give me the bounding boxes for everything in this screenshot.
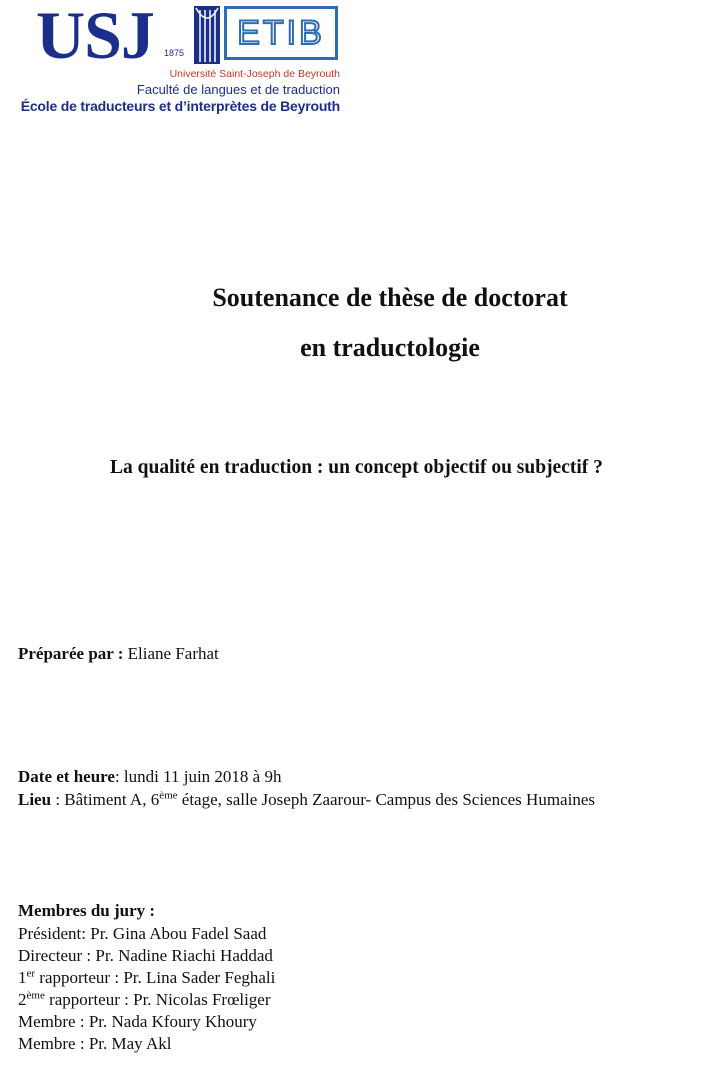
jury-member xyxy=(18,1011,275,1033)
jury-role: Membre : xyxy=(18,1012,89,1031)
jury-member xyxy=(18,945,275,967)
jury-member-name: Pr. May Akl xyxy=(88,1034,172,1053)
date-value: : lundi 11 juin 2018 à 9h xyxy=(114,767,282,786)
document-title-line-2: en traductologie xyxy=(300,333,480,362)
jury-heading: Membres du jury : xyxy=(18,901,156,920)
document-title-line-1: Soutenance de thèse de doctorat xyxy=(212,283,568,312)
jury-role: 1 xyxy=(18,968,27,987)
jury-member-name: Pr. Gina Abou Fadel Saad xyxy=(90,924,267,943)
jury-member-name: Pr. Nadine Riachi Haddad xyxy=(95,946,273,965)
date-and-time xyxy=(18,767,281,787)
jury-role-suffix: er xyxy=(26,967,36,980)
jury-list xyxy=(18,923,275,1055)
jury-role-suffix: ème xyxy=(26,989,45,1002)
university-name: Université Saint-Joseph de Beyrouth xyxy=(169,68,340,80)
prepared-by xyxy=(18,644,219,664)
location-value-end: étage, salle Joseph Zaarour- Campus des Sciences Humaines xyxy=(177,790,595,809)
prepared-by-value: Eliane Farhat xyxy=(123,644,219,663)
etib-logo xyxy=(224,6,338,60)
etib-logo-text: ETIB xyxy=(237,14,325,52)
location-label: Lieu xyxy=(18,790,52,809)
jury-role: Membre : xyxy=(18,1034,89,1053)
prepared-by-label: Préparée par : xyxy=(18,644,124,663)
jury-role: 2 xyxy=(18,990,27,1009)
school-name: École de traducteurs et d’interprètes de Beyrouth xyxy=(20,98,340,114)
jury-member xyxy=(18,1033,275,1055)
jury-role: Président: xyxy=(18,924,91,943)
location xyxy=(18,790,595,810)
jury-member-name: Pr. Lina Sader Feghali xyxy=(123,968,276,987)
location-value-start: : Bâtiment A, 6 xyxy=(51,790,160,809)
jury-member xyxy=(18,923,275,945)
jury-member-name: Pr. Nicolas Frœliger xyxy=(133,990,271,1009)
usj-founding-year: 1875 xyxy=(164,48,185,58)
jury-member xyxy=(18,967,275,989)
jury-role: Directeur : xyxy=(18,946,96,965)
thesis-subject: La qualité en traduction : un concept objectif ou subjectif ? xyxy=(110,457,603,478)
institution-logo xyxy=(20,0,346,116)
jury-member xyxy=(18,989,275,1011)
usj-wordmark: USJ xyxy=(36,0,154,73)
jury-member-name: Pr. Nada Kfoury Khoury xyxy=(88,1012,257,1031)
jury-role-rest: rapporteur : xyxy=(44,990,134,1009)
faculty-name: Faculté de langues et de traduction xyxy=(136,82,340,97)
jury-role-rest: rapporteur : xyxy=(35,968,124,987)
date-label: Date et heure xyxy=(18,767,115,786)
location-floor-suffix: ème xyxy=(159,789,178,802)
